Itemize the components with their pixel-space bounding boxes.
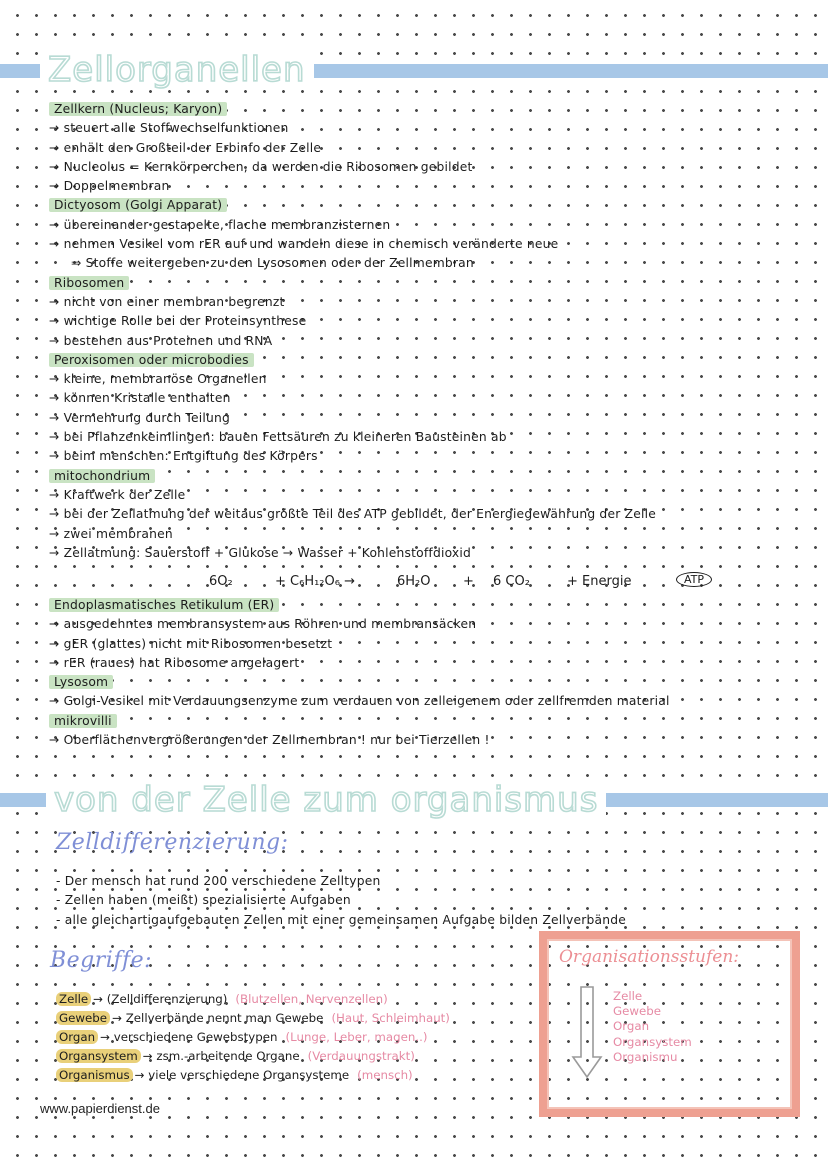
terms-list: [56, 990, 536, 1085]
begriffe-heading: Begriffe:: [50, 948, 153, 973]
levels-list: [613, 989, 692, 1065]
note-line: → können Kristalle enthalten: [49, 391, 231, 406]
note-line: → bestehen aus Proteinen und RNA: [49, 333, 273, 348]
term-row: [56, 990, 536, 1009]
note-line: → wichtige Rolle bei der Proteinsynthese: [49, 314, 307, 329]
note-line: → Kraftwerk der Zelle: [49, 487, 186, 502]
down-arrow-icon: [571, 985, 603, 1080]
level-item: Organ: [613, 1019, 650, 1034]
term-name: Organsystem: [56, 1049, 141, 1063]
organisation-levels-box: [539, 931, 800, 1117]
organelle-heading: mitochondrium: [49, 469, 155, 483]
subheading-zelldifferenzierung: Zelldifferenzierung:: [56, 830, 289, 855]
note-line: → Golgi-Vesikel mit Verdauungsenzyme zum verdauen von zelleigenem oder zellfremden material: [49, 694, 670, 709]
cell-respiration-equation: [49, 573, 809, 593]
term-example: (mensch): [357, 1068, 413, 1082]
differentiation-line: - Zellen haben (meißt) spezialisierte Aufgaben: [56, 893, 351, 908]
note-line: → Nucleolus = Kernkörperchen, da werden die Ribosomen gebildet: [49, 159, 473, 174]
note-line: → bei der Zellatmung der weitaus größte Teil des ATP gebildet, der Energiegewährung der Zelle: [49, 507, 656, 522]
term-row: [56, 1047, 536, 1066]
term-name: Zelle: [56, 992, 91, 1006]
note-line: → nehmen Vesikel vom rER auf und wandeln diese in chemisch veränderte neue: [49, 237, 559, 252]
organelle-heading-row: [49, 351, 809, 370]
differentiation-notes: [56, 872, 816, 930]
note-line: → Oberflächenvergrößerungen der Zellmembran ! nur bei Tierzellen !: [49, 733, 490, 748]
note-line: → rER (raues) hat Ribosome angelagert: [49, 655, 300, 670]
equation-plus: +: [463, 574, 474, 589]
note-line: → beim menschen: Entgiftung des Körpers: [49, 449, 318, 464]
equation-energy: + Energie: [567, 574, 632, 589]
note-line: → kleine, membranöse Organellen: [49, 372, 267, 387]
equation-glucose: + C₆H₁₂O₆ →: [275, 574, 355, 589]
term-description: → zsm.-arbeitende Organe: [142, 1049, 300, 1063]
organelle-heading: Zellkern (Nucleus; Karyon): [49, 102, 227, 116]
organelle-heading-row: [49, 196, 809, 215]
organelle-heading: Lysosom: [49, 675, 113, 689]
organelle-notes-2: [49, 596, 809, 750]
organelle-heading: mikrovilli: [49, 714, 117, 728]
level-item: Organismu: [613, 1049, 678, 1064]
organelle-heading-row: [49, 712, 809, 731]
organelle-notes: [49, 100, 809, 563]
note-line: → nicht von einer membran begrenzt: [49, 294, 285, 309]
footer-url[interactable]: www.papierdienst.de: [40, 1101, 160, 1116]
note-line: → übereinander gestapelte, flache membranzisternen: [49, 217, 391, 232]
term-example: (Lunge, Leber, magen..): [285, 1030, 428, 1044]
atp-circle: ATP: [676, 572, 712, 587]
organelle-heading: Peroxisomen oder microbodies: [49, 353, 254, 367]
note-line: → bei Pflanzenkeimlingen: bauen Fettsäuren zu kleineren Bausteinen ab: [49, 430, 507, 445]
note-line: → enhält den Großteil der Erbinfo der Zelle: [49, 140, 322, 155]
term-description: → viele verschiedene Organsysteme: [134, 1068, 350, 1082]
organelle-heading-row: [49, 596, 809, 615]
organelle-heading-row: [49, 100, 809, 119]
term-name: Organismus: [56, 1068, 133, 1082]
box-title: Organisationsstufen:: [559, 947, 740, 967]
term-row: [56, 1028, 536, 1047]
note-line: → Doppelmembran: [49, 179, 170, 194]
equation-o2: 6O₂: [209, 574, 233, 589]
term-description: → Zellverbände nennt man Gewebe: [112, 1011, 324, 1025]
level-item: Organsystem: [613, 1034, 692, 1049]
term-row: [56, 1066, 536, 1085]
organelle-heading: Dictyosom (Golgi Apparat): [49, 198, 227, 212]
note-line: ⇒ Stoffe weitergeben zu den Lysosomen oder der Zellmembran: [71, 256, 474, 271]
section-title-organismus: von der Zelle zum organismus: [46, 780, 606, 820]
level-item: Zelle: [613, 989, 643, 1003]
section-title-zellorganellen: Zellorganellen: [40, 50, 314, 90]
term-example: (Haut, Schleimhaut): [331, 1011, 450, 1025]
organelle-heading-row: [49, 274, 809, 293]
term-name: Gewebe: [56, 1011, 110, 1025]
organelle-heading: Endoplasmatisches Retikulum (ER): [49, 598, 279, 612]
term-description: → verschiedene Gewebstypen: [100, 1030, 278, 1044]
level-item: Gewebe: [613, 1004, 662, 1019]
note-line: → gER (glattes) nicht mit Ribosomen besetzt: [49, 636, 333, 651]
term-description: → (Zelldifferenzierung): [93, 992, 228, 1006]
equation-water: 6H₂O: [397, 574, 431, 589]
note-line: → Zellatmung: Sauerstoff + Glukose → Wasser + Kohlenstoffdioxid: [49, 545, 472, 560]
organelle-heading: Ribosomen: [49, 276, 129, 290]
equation-co2: 6 CO₂: [493, 574, 530, 589]
term-example: (Verdauungstrakt): [307, 1049, 415, 1063]
term-example: (Blutzellen, Nervenzellen): [235, 992, 388, 1006]
note-line: → ausgedehntes membransystem aus Röhren und membransäcken: [49, 617, 477, 632]
organelle-heading-row: [49, 467, 809, 486]
differentiation-line: - Der mensch hat rund 200 verschiedene Zelltypen: [56, 874, 381, 888]
term-row: [56, 1009, 536, 1028]
note-line: → Vermehrung durch Teilung: [49, 410, 231, 425]
note-line: → zwei membranen: [49, 526, 173, 541]
organelle-heading-row: [49, 673, 809, 692]
differentiation-line: - alle gleichartigaufgebauten Zellen mit einer gemeinsamen Aufgabe bilden Zellverbände: [56, 912, 626, 927]
note-line: → steuert alle Stoffwechselfunktionen: [49, 121, 289, 136]
term-name: Organ: [56, 1030, 98, 1044]
